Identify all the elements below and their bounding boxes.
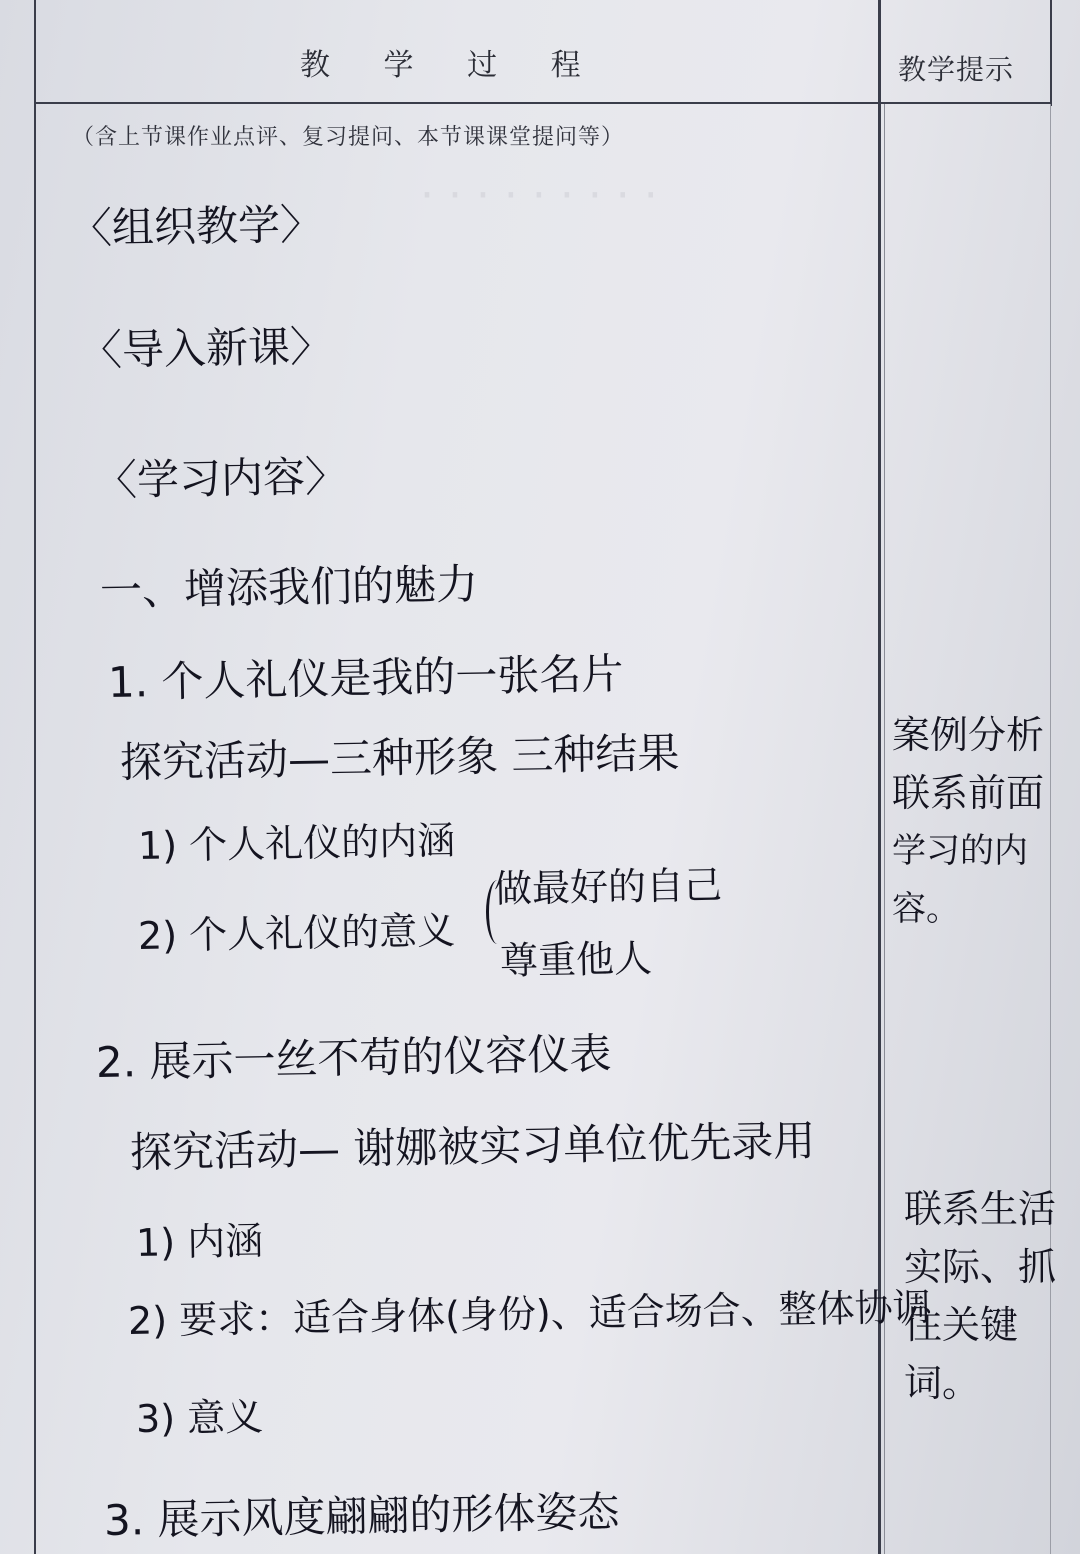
item-2-3: 3) 意义 [135,1394,264,1441]
item-1: 1. 个人礼仪是我的一张名片 [107,649,624,707]
item-1-1: 1) 个人礼仪的内涵 [137,818,456,868]
hint-case-analysis [892,706,1080,938]
item-1-2-a: 做最好的自己 [493,863,723,911]
hint-line: 住关键 [904,1303,1019,1347]
item-2: 2. 展示一丝不苟的仪容仪表 [95,1029,612,1087]
column-header-hints: 教学提示 [898,53,1015,86]
item-3: 3. 展示风度翩翩的形体姿态 [103,1487,620,1545]
heading-one: 一、增添我们的魅力 [99,559,479,615]
activity-1: 探究活动—三种形象 三种结果 [119,728,680,787]
hint-connect-life [904,1180,1056,1412]
table-divider-inner [884,104,885,1554]
hint-line: 词。 [904,1361,981,1405]
item-1-2: 2) 个人礼仪的意义 [137,908,456,958]
table-border-right [1050,0,1052,106]
column-header-process: 教 学 过 程 [300,48,603,83]
table-border-left [34,0,36,1554]
item-2-1: 1) 内涵 [135,1218,264,1265]
activity-2: 探究活动— 谢娜被实习单位优先录用 [129,1116,816,1177]
section-content: 〈学习内容〉 [94,451,348,505]
item-1-2-b: 尊重他人 [499,936,653,983]
hint-line: 联系前面 [892,771,1045,815]
column-subtitle: （含上节课作业点评、复习提问、本节课课堂提问等） [72,125,625,150]
hint-line: 联系生活 [904,1187,1057,1231]
section-intro: 〈导入新课〉 [79,321,333,375]
hint-line: 案例分析 [892,713,1045,757]
hint-line: 学习的内容。 [892,831,1028,929]
header-rule [34,102,1052,104]
section-organize: 〈组织教学〉 [69,199,323,253]
bleed-through: · · · · · · · · · [420,170,658,221]
item-2-2: 2) 要求：适合身体(身份)、适合场合、整体协调 [127,1284,932,1343]
hint-line: 实际、抓 [904,1245,1057,1289]
